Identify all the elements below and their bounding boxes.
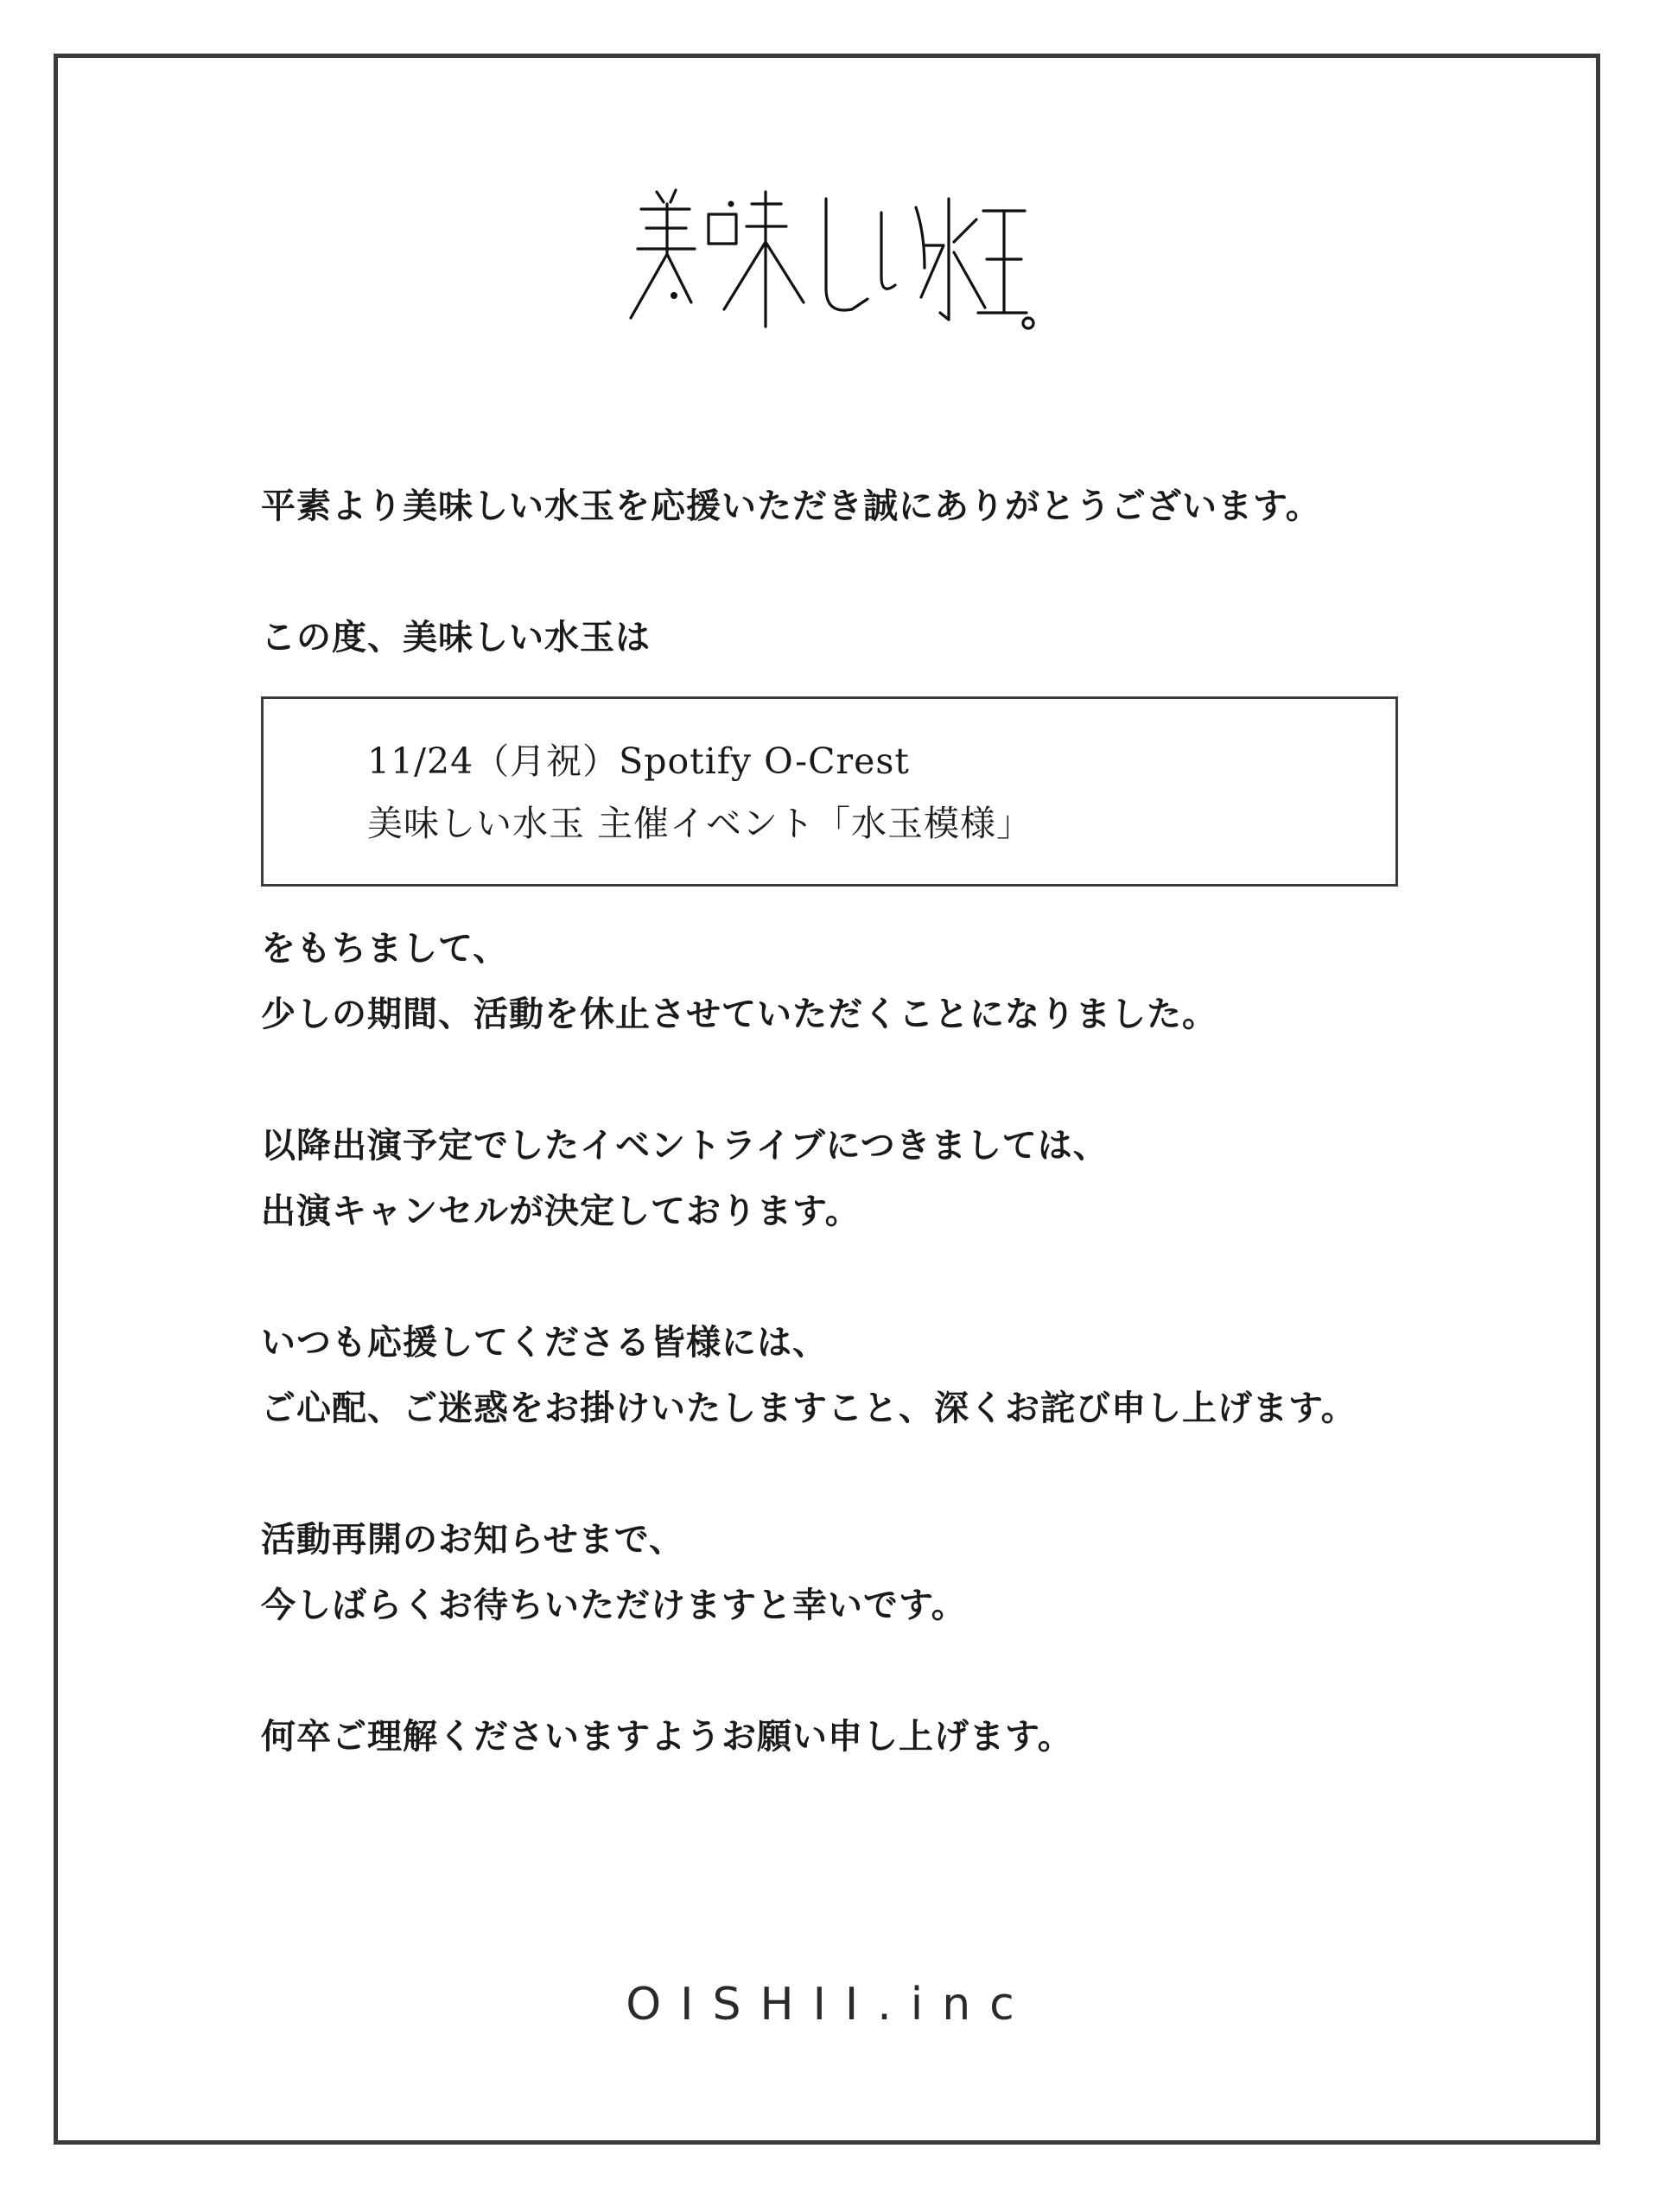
paragraph-line: 出演キャンセルが決定しております。 [261,1191,861,1231]
band-logo-mark [622,173,1037,346]
event-date-venue: 11/24（月祝）Spotify O-Crest [367,741,910,782]
paragraph-line: をもちまして、 [261,928,509,969]
band-logo [622,173,1037,346]
paragraph-line: 以降出演予定でしたイベントライブにつきましては、 [261,1125,1109,1166]
event-title: 美味しい水玉 主催イベント「水玉模様」 [367,803,1033,844]
paragraph-line: 今しばらくお待ちいただけますと幸いです。 [261,1585,967,1625]
paragraph-line: ご心配、ご迷惑をお掛けいたしますこと、深くお詫び申し上げます。 [261,1388,1357,1428]
paragraph-line: 少しの期間、活動を休止させていただくことになりました。 [261,994,1217,1034]
event-info-box [261,696,1398,887]
greeting-text: 平素より美味しい水玉を応援いただき誠にありがとうございます。 [261,486,1321,526]
closing-line: 何卒ご理解くださいますようお願い申し上げます。 [261,1716,1073,1757]
company-signature: OISHII.inc [626,1979,1033,2031]
paragraph-line: いつも応援してくださる皆様には、 [261,1322,828,1363]
notice-paragraphs [261,916,1488,1770]
intro-text: この度、美味しい水玉は [261,617,651,658]
notice-body [261,474,1488,1770]
paragraph-line: 活動再開のお知らせまで、 [261,1519,684,1560]
